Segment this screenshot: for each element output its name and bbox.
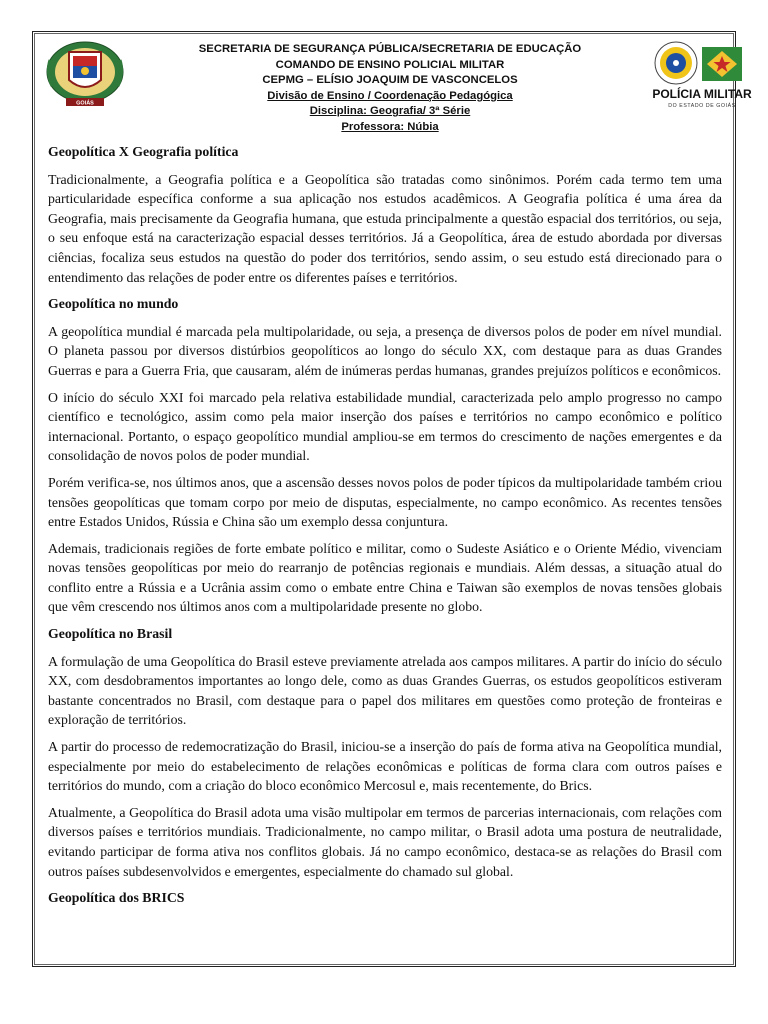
school-crest-icon [44, 36, 126, 110]
header-line-school: CEPMG – ELÍSIO JOAQUIM DE VASCONCELOS [262, 74, 518, 87]
body-paragraph: Tradicionalmente, a Geografia política e a Geopolítica são tratadas como sinônimos. Porém cada termo tem uma particularidade específica conforme a sua aplicação nos estudos acadêmicos. A Geografia política é uma área da Geografia, mais precisamente da Geografia humana, que estuda principalmente a questão espacial dos territórios, ou seja, o seu enfoque está na caracterização espacial desses territórios. Já a Geopolítica, área de estudo abordada por diversas ciências, focaliza seus estudos na questão do poder dos territórios, sendo assim, o seu estudo está direcionado para o entendimento das relações de poder entre os diferentes países e territórios. [48, 171, 722, 285]
header-line-command: COMANDO DE ENSINO POLICIAL MILITAR [275, 58, 505, 71]
police-logo-subtitle: DO ESTADO DE GOIÁS [668, 103, 736, 109]
police-logo-title: POLÍCIA MILITAR [652, 87, 752, 101]
header-line-division: Divisão de Ensino / Coordenação Pedagógica [267, 89, 513, 102]
body-paragraph: A geopolítica mundial é marcada pela multipolaridade, ou seja, a presença de diversos polos de poder em nível mundial. O planeta passou por diversos distúrbios geopolíticos ao longo do século XX, com destaque para as duas Grandes Guerras e para a Guerra Fria, que causaram, além de inúmeras perdas humanas, grandes prejuízos políticos e econômicos. [48, 323, 722, 378]
body-paragraph: A partir do processo de redemocratização do Brasil, iniciou-se a inserção do país de forma ativa na Geopolítica mundial, especialmente por meio do estabelecimento de relações econômicas e políticas de forma clara com outros países e territórios do mundo, com a criação do bloco econômico Mercosul e, mais recentemente, do Brics. [48, 739, 722, 794]
body-paragraph: Ademais, tradicionais regiões de forte embate político e militar, como o Sudeste Asiático e o Oriente Médio, vivenciam novas tensões geopolíticas por meio do rearranjo de potências regionais e mundiais. Além dessas, a situação atual do conflito entre a Rússia e a Ucrânia assim como o embate entre China e Taiwan são exemplos de novas tensões globais que vêm crescendo nos últimos anos com a multipolaridade presente no globo. [48, 540, 722, 615]
document-header [40, 36, 752, 148]
header-line-discipline: Disciplina: Geografia/ 3ª Série [309, 105, 471, 118]
section-heading: Geopolítica X Geografia política [48, 144, 239, 159]
section-heading: Geopolítica no mundo [48, 296, 179, 312]
document-body [48, 142, 722, 916]
crest-motto: GOIÁS [76, 100, 94, 107]
section-heading: Geopolítica dos BRICS [48, 890, 185, 906]
header-text-block [180, 42, 600, 136]
body-paragraph: O início do século XXI foi marcado pela relativa estabilidade mundial, caracterizada pelo amplo progresso no campo científico e tecnológico, assim como pela maior inserção dos países e territórios no campo econômico e político internacional. Portanto, o espaço geopolítico mundial ampliou-se em termos do crescimento de nações emergentes e da consolidação de novos polos de poder mundial. [48, 389, 722, 464]
police-logo-icon [652, 39, 752, 111]
section-heading: Geopolítica no Brasil [48, 626, 173, 642]
body-paragraph: A formulação de uma Geopolítica do Brasil esteve previamente atrelada aos campos militares. A partir do início do século XX, com desdobramentos importantes ao longo dele, como as duas Grandes Guerras, os estudos geopolíticos estiveram bastante concentrados no Brasil, com destaque para o papel dos militares em questões como proteção de fronteiras e exploração de territórios. [48, 653, 722, 728]
header-line-teacher: Professora: Núbia [341, 120, 439, 133]
header-line-institution: SECRETARIA DE SEGURANÇA PÚBLICA/SECRETARIA DE EDUCAÇÃO [198, 43, 582, 55]
body-paragraph: Atualmente, a Geopolítica do Brasil adota uma visão multipolar em termos de parcerias internacionais, com relações com diversos países e territórios mundiais. Tradicionalmente, no campo militar, o Brasil adota uma postura de neutralidade, evitando participar de forma ativa nos conflitos globais. Já no campo econômico, destaca-se as relações do Brasil com outros países subdesenvolvidos e emergentes, especialmente do chamado sul global. [48, 804, 722, 879]
body-paragraph: Porém verifica-se, nos últimos anos, que a ascensão desses novos polos de poder típicos da multipolaridade também criou tensões geopolíticas que tomam corpo por meio de disputas, especialmente, no campo econômico. As recentes tensões entre Estados Unidos, Rússia e China são um exemplo dessa conjuntura. [48, 474, 722, 530]
